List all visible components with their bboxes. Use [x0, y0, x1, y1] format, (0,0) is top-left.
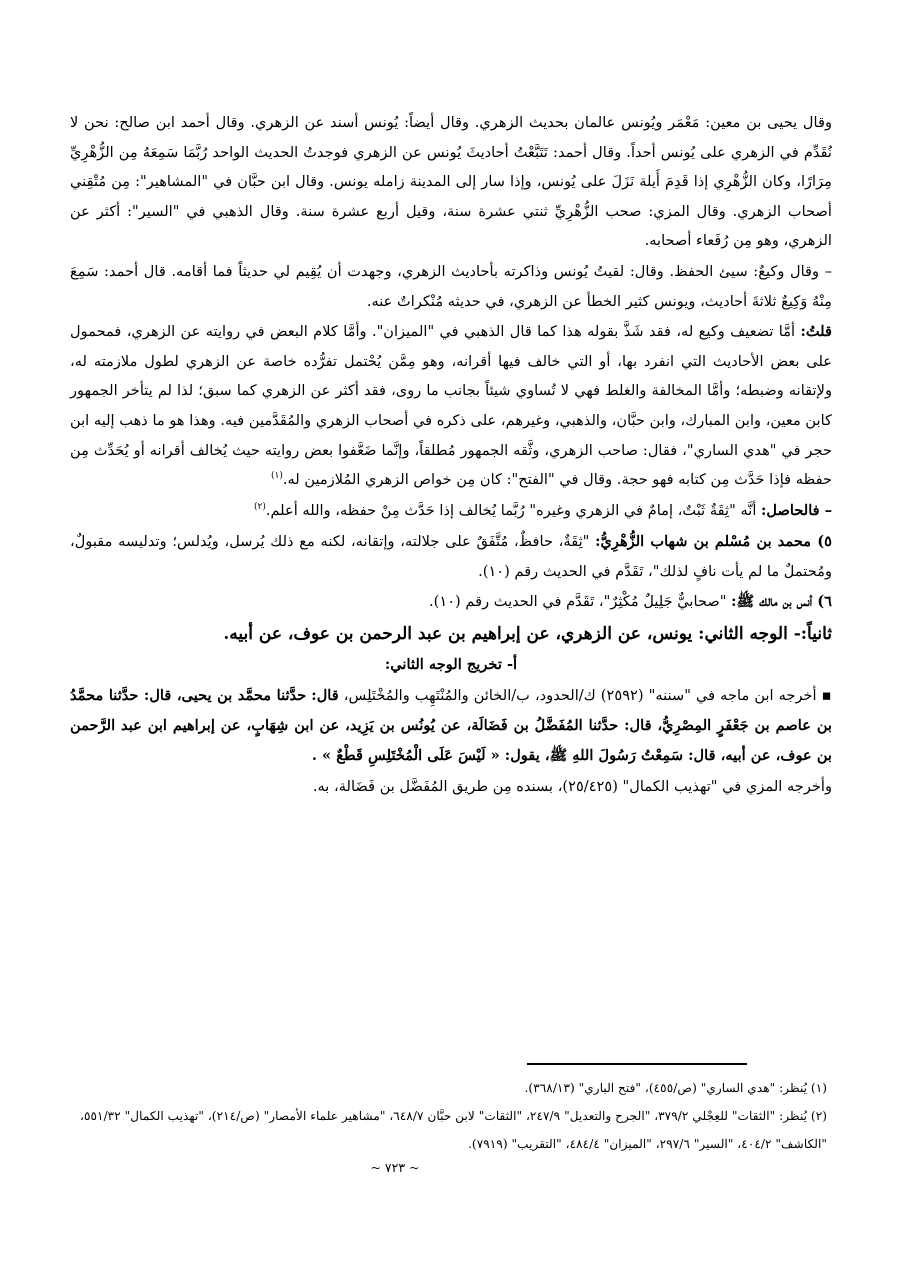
- paragraph-7: [70, 681, 832, 771]
- narrator-5-name: ٥) محمد بن مُسْلم بن شهاب الزُّهْرِيُّ:: [595, 533, 833, 551]
- narrator-6-name: ٦) أنس بن مالك ﷺ:: [731, 592, 832, 610]
- page-number: ~ ٧٢٣ ~: [370, 1160, 420, 1175]
- paragraph-5-text: "ثِقَةٌ، حافظٌ، مُتَّفَقٌ على جلالته، وإتقانه، لكنه مع ذلك يُرسل، ويُدلس؛ وتدليسه مقبولٌ، ومُحتملٌ ما لم يأت نافٍ لذلك"، تَقَدَّم في الحديث رقم (١٠).: [70, 533, 832, 580]
- footnote-ref-2[interactable]: (٢): [253, 501, 266, 512]
- paragraph-3-text: أمَّا تضعيف وكيع له، فقد شَذَّ بقوله هذا كما قال الذهبي في "الميزان". وأمَّا كلام البعض في روايته عن الزهري، فمحمول على بعض الأحاديث التي انفرد بها، أو التي خالف فيها أقرانه، وهو مِمَّن يُحْتمل تفرُّده خاصة عن الزهري لطول ملازمته له، ولإتقانه وضبطه؛ وأمَّا المخالفة والغلط فهي لا تُساوي شيئاً بجانب ما روى، فقد أكثر عن الزهري كما سبق؛ لذا لم يتأخر الجمهور كابن معين، وابن المبارك، وابن حبَّان، والذهبي، وغيرهم، على ذكره في أصحاب الزهري والمُقَدَّمين فيه. وهذا هو ما ذهب إليه ابن حجر في "هدي الساري"، فقال: صاحب الزهري، وثَّقه الجمهور مُطلقاً، وإنَّما ضَعَّفوا بعض روايته حيث يُخالف أقرانه أو يُحَدِّث مِن حفظه فإذا حَدَّث مِن كتابه فهو حجة. وقال في "الفتح": كان مِن خواص الزهري المُلازمين له.: [70, 323, 832, 489]
- paragraph-6-text: "صحابيٌّ جَلِيلٌ مُكْثِرٌ"، تَقَدَّم في الحديث رقم (١٠).: [429, 592, 732, 610]
- section-heading-lead: ثانياً:- الوجه الثاني: [704, 624, 832, 645]
- paragraph-6: [70, 587, 832, 617]
- paragraph-7-text: ▪ أخرجه ابن ماجه في "سننه" (٢٥٩٢) ك/الحدود، ب/الخائن والمُنْتَهِب والمُخْتَلِس،: [338, 687, 832, 705]
- paragraph-4: [70, 496, 832, 526]
- paragraph-1: وقال يحيى بن معين: مَعْمَر ويُونس عالمان بحديث الزهري. وقال أيضاً: يُونس أسند عن الزهري. وقال أحمد ابن صالح: نحن لا نُقَدِّم في الزهري على يُونس أحداً. وقال أحمد: تَتَبَّعْتُ أحاديثَ يُونس عن الزهري فوجدتُ الحديث الواحد رُبَّمَا سَمِعَهُ مِن الزُّهْرِيِّ مِرَارًا، وكان الزُّهْرِي إذا قَدِمَ أَيلة نَزَلَ على يُونس، وإذا سار إلى المدينة زامله يونس. وقال ابن حبَّان في "المشاهير": مِن مُتْقِني أصحاب الزهري. وقال المزي: صحب الزُّهْرِيِّ ثنتي عشرة سنة، وقيل أربع عشرة سنة. وقال الذهبي في "السير": أكثر عن الزهري، وهو مِن رُفَعاء أصحابه.: [70, 114, 832, 250]
- footnote-2: (٢) يُنظر: "الثقات" للعِجْلي ٣٧٩/٢، "الجرح والتعديل" ٢٤٧/٩، "الثقات" لابن حبَّان ٦٤٨/٧، "مشاهير علماء الأمصار" (ص/٢١٤)، "تهذيب الكمال" ٥٥١/٣٢، "الكاشف" ٤٠٤/٢، "السير" ٢٩٧/٦، "الميزان" ٤٨٤/٤، "التقريب" (٧٩١٩).: [80, 1109, 827, 1151]
- main-text: [70, 108, 832, 802]
- section-heading-text: : يونس، عن الزهري، عن إبراهيم بن عبد الرحمن بن عوف، عن أبيه.: [223, 624, 705, 645]
- footnotes: [80, 1074, 827, 1158]
- paragraph-2-text: – وقال وكيعٌ: سيئ الحفظ. وقال: لقيتُ يُونس وذاكرته بأحاديث الزهري، وجهدت أن يُقِيم لي حديثاً فما أقامه. قال أحمد: سَمِعَ مِنْهُ وَكِيعٌ ثلاثةَ أحاديث، ويونس كثير الخطأ عن الزهري، في حديثه مُنْكراتٌ عنه.: [70, 262, 832, 310]
- paragraph-4-text: أنَّه "ثِقَةٌ ثَبْتٌ، إمامٌ في الزهري وغيره" رُبَّما يُخالف إذا حَدَّث مِنْ حفظه، والله أعلم.: [265, 501, 762, 519]
- conclusion-label: – فالحاصل:: [761, 501, 832, 519]
- section-heading: [70, 620, 832, 650]
- hadith-text: قال: حدَّثنا محمَّد بن يحيى، قال: حدَّثنا محمَّدُ بن عاصم بن جَعْفَرٍ المِصْرِيُّ، قال: حدَّثنا المُفَضَّلُ بن فَضَالَة، عن يُونُس بن يَزِيد، عن ابن شِهَابٍ، عن إبراهيم ابن عبد الرَّحمن بن عوف، عن أبيه، قال: سَمِعْتُ رَسُولَ اللهِ ﷺ، يقول: « لَيْسَ عَلَى الْمُخْتَلِسِ قَطْعٌ » .: [70, 687, 832, 765]
- subheading: [70, 650, 832, 680]
- paragraph-8: وأخرجه المزي في "تهذيب الكمال" (٢٥/٤٢٥)، بسنده مِن طريق المُفَضَّل بن فَضَالة، به.: [312, 778, 832, 796]
- paragraph-3: [70, 317, 832, 495]
- qultu-label: قلتُ:: [800, 323, 832, 341]
- footnote-separator: [527, 1063, 747, 1065]
- footnote-ref-1[interactable]: (١): [270, 471, 283, 482]
- footnote-1: (١) يُنظر: "هدي الساري" (ص/٤٥٥)، "فتح الباري" (٣٦٨/١٣).: [524, 1081, 827, 1095]
- subheading-text: أ- تخريج الوجه الثاني:: [384, 655, 518, 673]
- paragraph-2: [70, 257, 832, 316]
- paragraph-5: [70, 527, 832, 586]
